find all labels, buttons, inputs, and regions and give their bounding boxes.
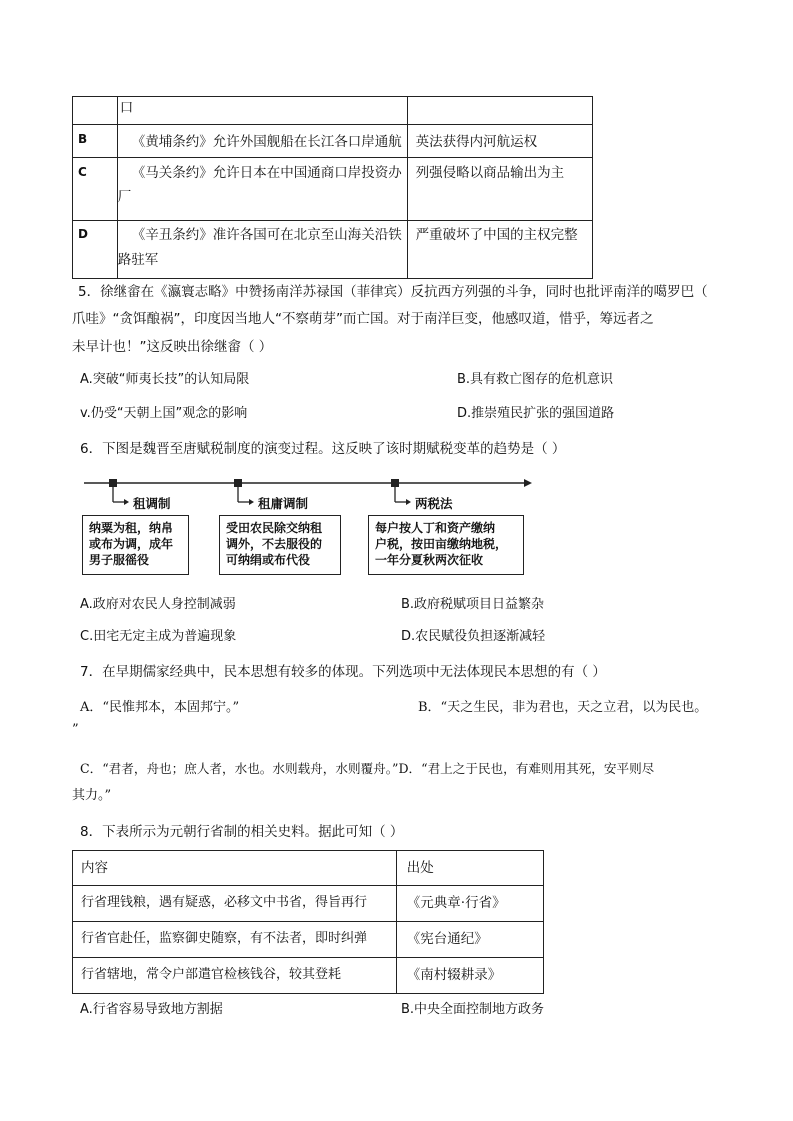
table-cell	[396, 958, 543, 994]
table-row	[73, 158, 593, 221]
treaty-table	[72, 96, 593, 279]
table-cell	[117, 125, 407, 158]
table-cell	[73, 886, 397, 922]
q8-stem: 8．下表所示为元朝行省制的相关史料。据此可知（ ）	[80, 824, 404, 840]
cell-text: 列强侵略以商品输出为主	[415, 165, 565, 181]
q8-option-a[interactable]: A.行省容易导致地方割据	[80, 1002, 223, 1017]
table-cell	[73, 958, 397, 994]
cell-text: 英法获得内河航运权	[415, 134, 538, 150]
table-cell	[117, 158, 407, 221]
table-row	[73, 221, 593, 279]
table-header-cell	[396, 851, 543, 886]
table-cell-letter	[73, 125, 118, 158]
yuan-province-table	[72, 850, 544, 994]
table-cell	[117, 221, 407, 279]
q7-option-a[interactable]: A．“民惟邦本，本固邦宁。”	[80, 700, 240, 715]
timeline-arrowhead	[524, 479, 532, 487]
cell-text: 行省理钱粮，遇有疑惑，必移文中书省，得旨再行	[81, 895, 368, 910]
cell-text: 行省辖地，常令户部遣官检核钱谷，较其登耗	[81, 967, 342, 982]
q5-stem-line2: 爪哇》“贪饵酿祸”，印度因当地人“不察萌芽”而亡国。对于南洋巨变，他感叹道，惜乎，筹远者之	[72, 311, 654, 327]
row-letter: B	[78, 132, 88, 146]
table-cell-letter	[73, 221, 118, 279]
cell-text: 厂	[117, 189, 132, 205]
header-text: 出处	[406, 860, 434, 876]
q7-option-d-tail: 其力。”	[72, 788, 112, 803]
cell-text: 《元典章·行省》	[406, 895, 506, 911]
timeline-label-zudiao: 租调制	[133, 496, 171, 511]
table-header-cell	[73, 851, 397, 886]
cell-text: 严重破坏了中国的主权完整	[415, 227, 578, 243]
q6-option-b[interactable]: B.政府税赋项目日益繁杂	[401, 597, 545, 612]
table-row	[73, 922, 544, 958]
cell-text: 《辛丑条约》准许各国可在北京至山海关沿铁	[131, 227, 402, 243]
q7-option-b[interactable]: B．“天之生民，非为君也，天之立君，以为民也。	[418, 700, 708, 715]
table-cell	[396, 886, 543, 922]
q5-option-a[interactable]: A.突破“师夷长技”的认知局限	[80, 372, 250, 387]
table-row	[73, 886, 544, 922]
timeline-box-liangshuifa: 每户按人丁和资产缴纳 户税，按田亩缴纳地税， 一年分夏秋两次征收	[368, 515, 524, 575]
table-cell	[396, 922, 543, 958]
table-cell-letter	[73, 158, 118, 221]
table-cell	[407, 125, 592, 158]
timeline-box-zuyongdiao: 受田农民除交纳租 调外，不去服役的 可纳绢或布代役	[219, 515, 341, 575]
table-row	[73, 125, 593, 158]
header-text: 内容	[81, 860, 108, 876]
q6-stem: 6．下图是魏晋至唐赋税制度的演变过程。这反映了该时期赋税变革的趋势是（ ）	[80, 441, 566, 457]
row-letter: D	[78, 227, 88, 241]
cell-text: 《宪台通纪》	[406, 931, 488, 947]
q7-stem: 7．在早期儒家经典中，民本思想有较多的体现。下列选项中无法体现民本思想的有（ ）	[80, 664, 606, 680]
q5-option-d[interactable]: D.推崇殖民扩张的强国道路	[457, 406, 615, 421]
table-row	[73, 958, 544, 994]
q5-stem-line3: 未早计也！”这反映出徐继畲（ ）	[72, 339, 273, 355]
cell-text: 《南村辍耕录》	[406, 967, 502, 983]
table-cell	[407, 97, 592, 125]
table-cell-letter	[73, 97, 118, 125]
row-letter: C	[78, 165, 87, 179]
table-cell	[117, 97, 407, 125]
timeline-label-liangshuifa: 两税法	[415, 496, 453, 511]
cell-text: 口	[119, 100, 134, 116]
q5-stem-line1: 5．徐继畲在《瀛寰志略》中赞扬南洋苏禄国（菲律宾）反抗西方列强的斗争，同时也批评南洋的噶罗巴（	[78, 284, 708, 300]
q7-option-b-tail: ”	[72, 722, 79, 737]
table-cell	[73, 922, 397, 958]
q8-option-b[interactable]: B.中央全面控制地方政务	[401, 1002, 545, 1017]
q6-option-a[interactable]: A.政府对农民人身控制减弱	[80, 597, 236, 612]
q6-option-c[interactable]: C.田宅无定主成为普遍现象	[80, 629, 237, 644]
cell-text: 行省官赴任，监察御史随察，有不法者，即时纠弹	[81, 931, 368, 946]
q5-option-b[interactable]: B.具有救亡图存的危机意识	[457, 372, 614, 387]
timeline-box-zudiao: 纳粟为租，纳帛 或布为调，成年 男子服徭役	[82, 515, 189, 575]
table-header-row	[73, 851, 544, 886]
q7-option-cd[interactable]: C．“君者，舟也；庶人者，水也。水则载舟，水则覆舟。”D．“君上之于民也，有难则用其死，安平则尽	[80, 761, 655, 776]
q6-option-d[interactable]: D.农民赋役负担逐渐减轻	[401, 629, 546, 644]
table-cell	[407, 158, 592, 221]
timeline-label-zuyongdiao: 租庸调制	[258, 496, 309, 511]
cell-text: 《黄埔条约》允许外国舰船在长江各口岸通航	[131, 134, 402, 150]
q5-option-c[interactable]: v.仍受“天朝上国”观念的影响	[80, 406, 248, 421]
table-cell	[407, 221, 592, 279]
cell-text: 路驻军	[117, 252, 159, 268]
cell-text: 《马关条约》允许日本在中国通商口岸投资办	[131, 165, 402, 181]
